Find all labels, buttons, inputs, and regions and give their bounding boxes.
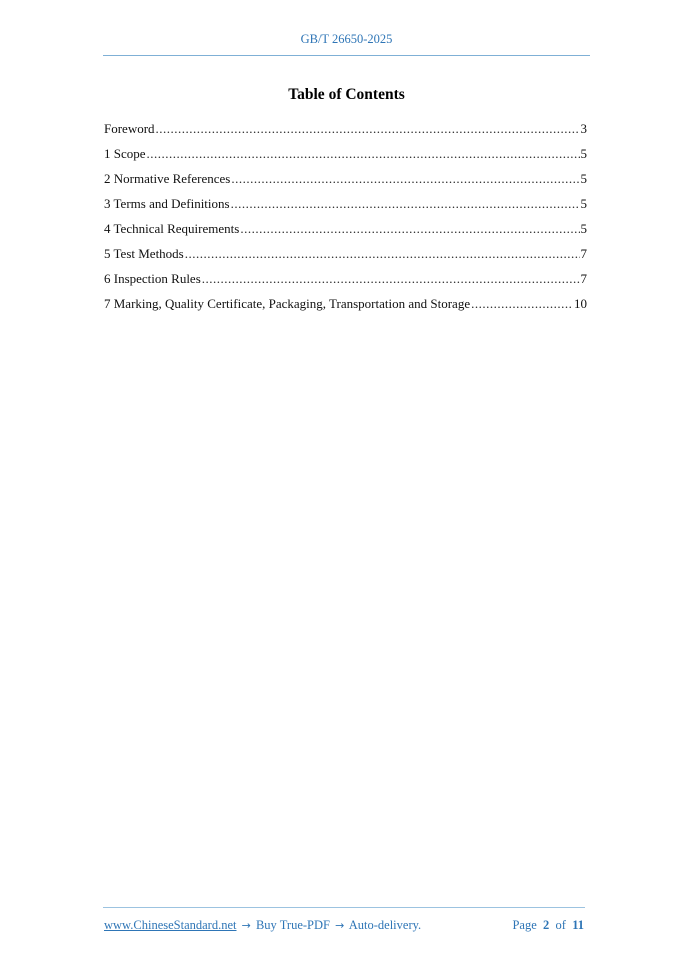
toc-entry-label: 1 Scope [104,146,146,161]
dot-leader [185,245,580,263]
dot-leader [231,170,579,188]
dot-leader [147,145,580,163]
dot-leader [202,270,580,288]
table-of-contents [104,120,587,320]
arrow-right-icon: → [335,919,345,932]
toc-entry-page: 7 [580,246,587,261]
toc-entry-label: Foreword [104,121,155,136]
toc-entry-page: 5 [580,221,587,236]
page-number [512,918,584,933]
toc-entry-page: 5 [580,171,587,186]
toc-entry-label: 5 Test Methods [104,246,184,261]
dot-leader [471,295,573,313]
arrow-right-icon: → [241,919,251,932]
toc-entry-marking-packaging-storage[interactable] [104,295,587,320]
current-page-number: 2 [543,918,550,932]
toc-entry-page: 3 [580,121,587,136]
total-pages: 11 [572,918,584,932]
toc-entry-label: 2 Normative References [104,171,231,186]
website-link[interactable]: www.ChineseStandard.net [104,918,237,932]
toc-entry-normative-references[interactable] [104,170,587,195]
toc-entry-page: 7 [580,271,587,286]
page-footer [104,918,584,936]
toc-entry-inspection-rules[interactable] [104,270,587,295]
toc-title: Table of Contents [288,86,405,103]
dot-leader [156,120,580,138]
toc-entry-label: 7 Marking, Quality Certificate, Packaging, Transportation and Storage [104,296,471,311]
dot-leader [240,220,579,238]
toc-entry-terms-definitions[interactable] [104,195,587,220]
toc-entry-label: 3 Terms and Definitions [104,196,230,211]
toc-entry-page: 5 [580,196,587,211]
dot-leader [231,195,580,213]
toc-entry-test-methods[interactable] [104,245,587,270]
header-divider [103,55,590,56]
footer-promo [104,918,421,933]
toc-entry-page: 5 [580,146,587,161]
toc-entry-label: 4 Technical Requirements [104,221,240,236]
toc-entry-technical-requirements[interactable] [104,220,587,245]
toc-entry-foreword[interactable] [104,120,587,145]
page-prefix: Page [512,918,537,932]
auto-delivery-text: Auto-delivery. [348,918,422,932]
toc-entry-scope[interactable] [104,145,587,170]
toc-entry-page: 10 [574,296,587,311]
standard-code-header: GB/T 26650-2025 [300,32,393,46]
footer-divider [103,907,585,908]
page-of: of [555,918,566,932]
buy-true-pdf-text: Buy True-PDF [255,918,330,932]
toc-entry-label: 6 Inspection Rules [104,271,201,286]
